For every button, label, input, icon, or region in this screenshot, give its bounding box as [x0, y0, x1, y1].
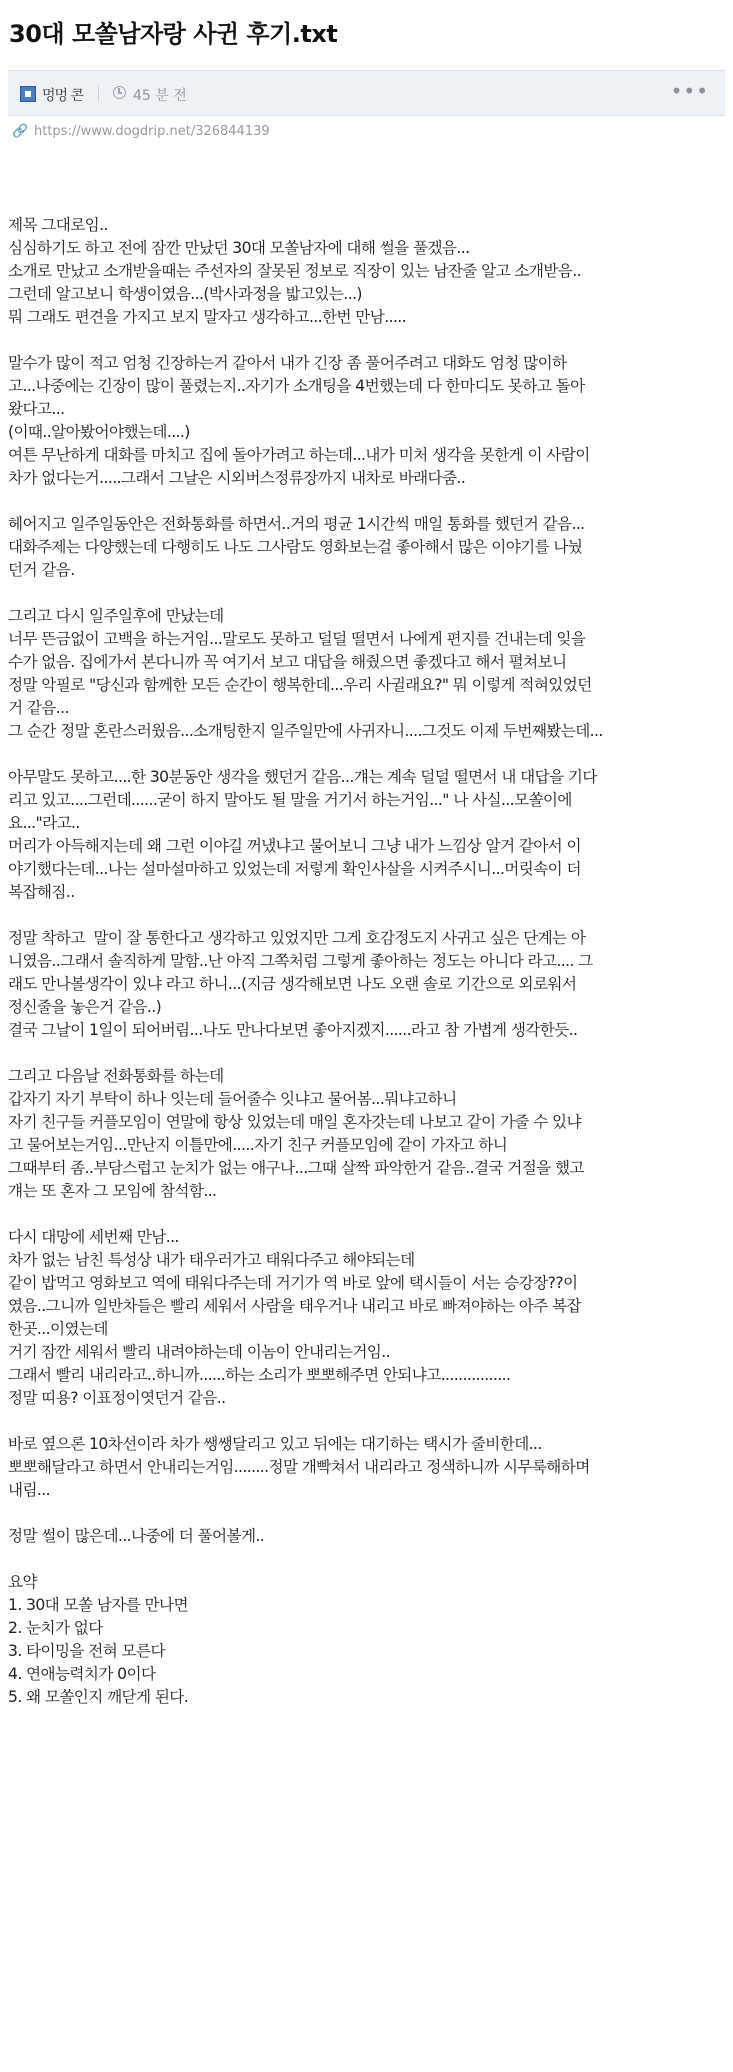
source-url[interactable]: https://www.dogdrip.net/326844139 [34, 124, 270, 139]
body-line: 걔는 또 혼자 그 모임에 참석함... [8, 1182, 217, 1200]
paragraph-gap [8, 490, 730, 513]
body-line: 던거 같음. [8, 561, 75, 579]
body-line: 뭐 그래도 편견을 가지고 보지 말자고 생각하고...한번 만남..... [8, 308, 407, 326]
paragraph-gap [8, 1410, 730, 1433]
post-meta-bar [8, 70, 725, 116]
body-line: 그 순간 정말 혼란스러웠음...소개팅한지 일주일만에 사귀자니....그것도 이제 두번째봤는데... [8, 722, 603, 740]
body-line: 복잡해짐.. [8, 883, 75, 901]
body-line: 차가 없는 남친 특성상 내가 태우러가고 태워다주고 해야되는데 [8, 1251, 415, 1269]
body-line: 아무말도 못하고....한 30분동안 생각을 했던거 같음...걔는 계속 덜덜 떨면서 내 대답을 기다 [8, 768, 597, 786]
body-line: 고...나중에는 긴장이 많이 풀렸는지..자기가 소개팅을 4번했는데 다 한마디도 못하고 돌아 [8, 377, 585, 395]
body-line: 다시 대망에 세번째 만남... [8, 1228, 179, 1246]
body-line: 3. 타이밍을 전혀 모른다 [8, 1642, 165, 1660]
body-line: 4. 연애능력치가 0이다 [8, 1665, 156, 1683]
body-line: 였음..그니까 일반차들은 빨리 세워서 사람을 태우거나 내리고 바로 빠져야하는 아주 복잡 [8, 1297, 581, 1315]
body-line: 정말 띠용? 이표정이엿던거 같음.. [8, 1389, 226, 1407]
body-line: 바로 옆으론 10차선이라 차가 쌩쌩달리고 있고 뒤에는 대기하는 택시가 줄비한데... [8, 1435, 542, 1453]
body-line: 자기 친구들 커플모임이 연말에 항상 있었는데 매일 혼자갓는데 나보고 같이 가줄 수 있냐 [8, 1113, 581, 1131]
paragraph-gap [8, 1502, 730, 1525]
body-line: (이때..알아봤어야했는데....) [8, 423, 190, 441]
paragraph-gap [8, 743, 730, 766]
body-line: 그리고 다음날 전화통화를 하는데 [8, 1067, 224, 1085]
paragraph-gap [8, 1042, 730, 1065]
body-line: 요약 [8, 1573, 37, 1591]
body-line: 거 같음... [8, 699, 69, 717]
body-line: 헤어지고 일주일동안은 전화통화를 하면서..거의 평균 1시간씩 매일 통화를 했던거 같음... [8, 515, 585, 533]
body-line: 그런데 알고보니 학생이였음...(박사과정을 밟고있는...) [8, 285, 362, 303]
paragraph-gap [8, 582, 730, 605]
paragraph-gap [8, 1203, 730, 1226]
body-line: 정말 착하고 말이 잘 통한다고 생각하고 있었지만 그게 호감정도지 사귀고 싶은 단계는 아 [8, 929, 586, 947]
body-line: 머리가 아득해지는데 왜 그런 이야길 꺼냈냐고 물어보니 그냥 내가 느낌상 알거 같아서 이 [8, 837, 581, 855]
author-avatar-icon[interactable] [20, 86, 36, 102]
body-line: 정말 악필로 "당신과 함께한 모든 순간이 행복한데...우리 사귈래요?" 뭐 이렇게 적혀있었던 [8, 676, 592, 694]
body-line: 말수가 많이 적고 엄청 긴장하는거 같아서 내가 긴장 좀 풀어주려고 대화도 엄청 많이하 [8, 354, 567, 372]
body-line: 리고 있고....그런데......굳이 하지 말아도 될 말을 거기서 하는거임..." 나 사실...모쏠이에 [8, 791, 572, 809]
body-line: 왔다고... [8, 400, 65, 418]
body-line: 그리고 다시 일주일후에 만났는데 [8, 607, 224, 625]
body-line: 같이 밥먹고 영화보고 역에 태워다주는데 거기가 역 바로 앞에 택시들이 서는 승강장??이 [8, 1274, 578, 1292]
body-line: 대화주제는 다양했는데 다행히도 나도 그사람도 영화보는걸 좋아해서 많은 이야기를 나눴 [8, 538, 583, 556]
body-line: 거기 잠깐 세워서 빨리 내려야하는데 이놈이 안내리는거임.. [8, 1343, 390, 1361]
body-line: 정말 썰이 많은데...나중에 더 풀어볼게.. [8, 1527, 265, 1545]
body-line: 요..."라고.. [8, 814, 80, 832]
body-line: 결국 그날이 1일이 되어버림...나도 만나다보면 좋아지겠지......라고 참 가볍게 생각한듯.. [8, 1021, 578, 1039]
body-line: 심심하기도 하고 전에 잠깐 만났던 30대 모쏠남자에 대해 썰을 풀겠음... [8, 239, 470, 257]
body-line: 너무 뜬금없이 고백을 하는거임...말로도 못하고 덜덜 떨면서 나에게 편지를 건내는데 잊을 [8, 630, 586, 648]
body-line: 갑자기 자기 부탁이 하나 잇는데 들어줄수 잇냐고 물어봄...뭐냐고하니 [8, 1090, 457, 1108]
post-body [8, 214, 730, 1709]
paragraph-gap [8, 329, 730, 352]
body-line: 정신줄을 놓은거 같음..) [8, 998, 162, 1016]
body-line: 한곳...이였는데 [8, 1320, 108, 1338]
body-line: 그래서 빨리 내리라고..하니까......하는 소리가 뽀뽀해주면 안되냐고................ [8, 1366, 511, 1384]
body-line: 1. 30대 모쏠 남자를 만나면 [8, 1596, 188, 1614]
link-icon: 🔗 [12, 124, 29, 139]
body-line: 고 물어보는거임...만난지 이틀만에.....자기 친구 커플모임에 같이 가자고 하니 [8, 1136, 508, 1154]
body-line: 2. 눈치가 없다 [8, 1619, 103, 1637]
source-link[interactable] [12, 124, 270, 139]
body-line: 차가 없다는거.....그래서 그날은 시외버스정류장까지 내차로 바래다줌.. [8, 469, 466, 487]
body-line: 래도 만나볼생각이 있냐 라고 하니...(지금 생각해보면 나도 오랜 솔로 기간으로 외로워서 [8, 975, 577, 993]
meta-divider [98, 86, 99, 102]
paragraph-gap [8, 904, 730, 927]
body-line: 뽀뽀해달라고 하면서 안내리는거임........정말 개빡쳐서 내리라고 정색하니까 시무룩해하며 [8, 1458, 590, 1476]
post-title: 30대 모쏠남자랑 사귄 후기.txt [9, 20, 338, 48]
body-line: 여튼 무난하게 대화를 마치고 집에 돌아가려고 하는데...내가 미처 생각을 못한게 이 사람이 [8, 446, 590, 464]
body-line: 소개로 만났고 소개받을때는 주선자의 잘못된 정보로 직장이 있는 남잔줄 알고 소개받음.. [8, 262, 581, 280]
body-line: 내림... [8, 1481, 50, 1499]
body-line: 그때부터 좀..부담스럽고 눈치가 없는 애구나...그때 살짝 파악한거 같음..결국 거절을 했고 [8, 1159, 584, 1177]
post-time: 45 분 전 [133, 88, 187, 104]
clock-icon [113, 86, 126, 99]
paragraph-gap [8, 1548, 730, 1571]
body-line: 니였음..그래서 솔직하게 말함..난 아직 그쪽처럼 그렇게 좋아하는 정도는 아니다 라고.... 그 [8, 952, 593, 970]
body-line: 5. 왜 모쏠인지 깨닫게 된다. [8, 1688, 189, 1706]
body-line: 야기했다는데...나는 설마설마하고 있었는데 저렇게 확인사살을 시켜주시니...머릿속이 더 [8, 860, 581, 878]
body-line: 수가 없음. 집에가서 본다니까 꼭 여기서 보고 대답을 해줬으면 좋겠다고 해서 펼쳐보니 [8, 653, 567, 671]
author-name[interactable]: 멍멍 콘 [42, 88, 84, 104]
body-line: 제목 그대로임.. [8, 216, 108, 234]
more-options-button[interactable]: ••• [670, 79, 709, 103]
